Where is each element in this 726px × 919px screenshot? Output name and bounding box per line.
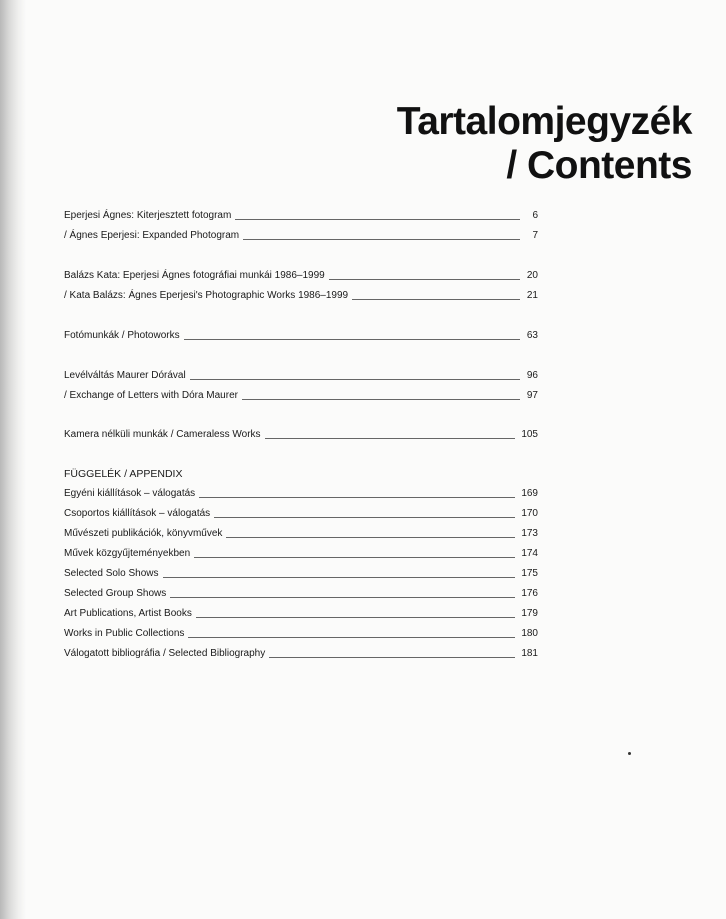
toc-entry-page: 169	[521, 488, 538, 499]
toc-entry-page: 21	[526, 290, 538, 301]
toc-entry-title: Fotómunkák / Photoworks	[64, 330, 180, 341]
section-spacer	[64, 441, 538, 460]
paper-speck	[628, 752, 631, 755]
toc-entry-title: Kamera nélküli munkák / Cameraless Works	[64, 429, 261, 440]
leader-line	[242, 399, 520, 400]
toc-entry-page: 175	[521, 568, 538, 579]
appendix-heading: FÜGGELÉK / APPENDIX	[64, 468, 183, 480]
toc-entry[interactable]	[64, 222, 538, 242]
toc-entry-page: 170	[521, 508, 538, 519]
toc-entry-page: 105	[521, 429, 538, 440]
leader-line	[243, 239, 520, 240]
toc-entry-page: 173	[521, 528, 538, 539]
toc-entry[interactable]	[64, 382, 538, 402]
leader-line	[196, 617, 515, 618]
section-spacer	[64, 242, 538, 262]
toc-entry[interactable]	[64, 202, 538, 222]
toc-entry-page: 176	[521, 588, 538, 599]
toc-entry[interactable]	[64, 600, 538, 620]
leader-line	[352, 299, 520, 300]
toc-entry-title: Levélváltás Maurer Dórával	[64, 370, 186, 381]
toc-entry-title: / Kata Balázs: Ágnes Eperjesi's Photographic Works 1986–1999	[64, 290, 349, 301]
toc-entry-page: 6	[532, 210, 538, 221]
leader-line	[235, 219, 520, 220]
toc-entry[interactable]	[64, 560, 538, 580]
toc-entry-title: Egyéni kiállítások – válogatás	[64, 488, 196, 499]
toc-entry[interactable]	[64, 500, 538, 520]
toc-entry[interactable]	[64, 282, 538, 302]
leader-line	[214, 517, 515, 518]
toc-entry-title: / Ágnes Eperjesi: Expanded Photogram	[64, 230, 240, 241]
leader-line	[184, 339, 520, 340]
section-spacer	[64, 402, 538, 421]
leader-line	[170, 597, 515, 598]
section-spacer	[64, 342, 538, 362]
toc-entry-page: 180	[521, 628, 538, 639]
toc-entry[interactable]	[64, 520, 538, 540]
toc-entry[interactable]	[64, 620, 538, 640]
leader-line	[163, 577, 516, 578]
leader-line	[329, 279, 520, 280]
leader-line	[226, 537, 515, 538]
toc-entry[interactable]	[64, 640, 538, 660]
toc-entry-title: Művészeti publikációk, könyvművek	[64, 528, 223, 539]
toc-entry-title: / Exchange of Letters with Dóra Maurer	[64, 390, 238, 401]
toc-entry-page: 63	[526, 330, 538, 341]
page-title	[397, 100, 692, 188]
leader-line	[188, 637, 515, 638]
leader-line	[199, 497, 515, 498]
leader-line	[269, 657, 515, 658]
toc-entry[interactable]	[64, 480, 538, 500]
toc-entry[interactable]	[64, 262, 538, 282]
toc-entry-title: Művek közgyűjteményekben	[64, 548, 191, 559]
leader-line	[190, 379, 520, 380]
section-spacer	[64, 302, 538, 322]
toc-entry[interactable]	[64, 362, 538, 382]
toc-entry-title: Eperjesi Ágnes: Kiterjesztett fotogram	[64, 210, 232, 221]
toc-entry-page: 97	[526, 390, 538, 401]
leader-line	[194, 557, 515, 558]
toc-entry[interactable]	[64, 421, 538, 441]
toc-entry[interactable]	[64, 580, 538, 600]
toc-entry-page: 174	[521, 548, 538, 559]
toc-entry-title: Selected Solo Shows	[64, 568, 159, 579]
title-english: / Contents	[506, 144, 692, 187]
table-of-contents	[64, 202, 538, 660]
toc-entry[interactable]	[64, 322, 538, 342]
toc-entry-page: 7	[532, 230, 538, 241]
toc-entry-title: Csoportos kiállítások – válogatás	[64, 508, 211, 519]
toc-entry-page: 179	[521, 608, 538, 619]
toc-entry-title: Art Publications, Artist Books	[64, 608, 192, 619]
toc-entry-title: Válogatott bibliográfia / Selected Bibliography	[64, 648, 266, 659]
book-gutter-shadow	[0, 0, 26, 919]
toc-entry-title: Works in Public Collections	[64, 628, 185, 639]
toc-entry-page: 20	[526, 270, 538, 281]
title-hungarian: Tartalomjegyzék	[396, 100, 692, 143]
toc-entry-title: Selected Group Shows	[64, 588, 167, 599]
toc-entry[interactable]	[64, 540, 538, 560]
leader-line	[265, 438, 516, 439]
toc-entry-page: 181	[521, 648, 538, 659]
toc-entry-page: 96	[526, 370, 538, 381]
toc-entry-title: Balázs Kata: Eperjesi Ágnes fotográfiai munkái 1986–1999	[64, 270, 325, 281]
